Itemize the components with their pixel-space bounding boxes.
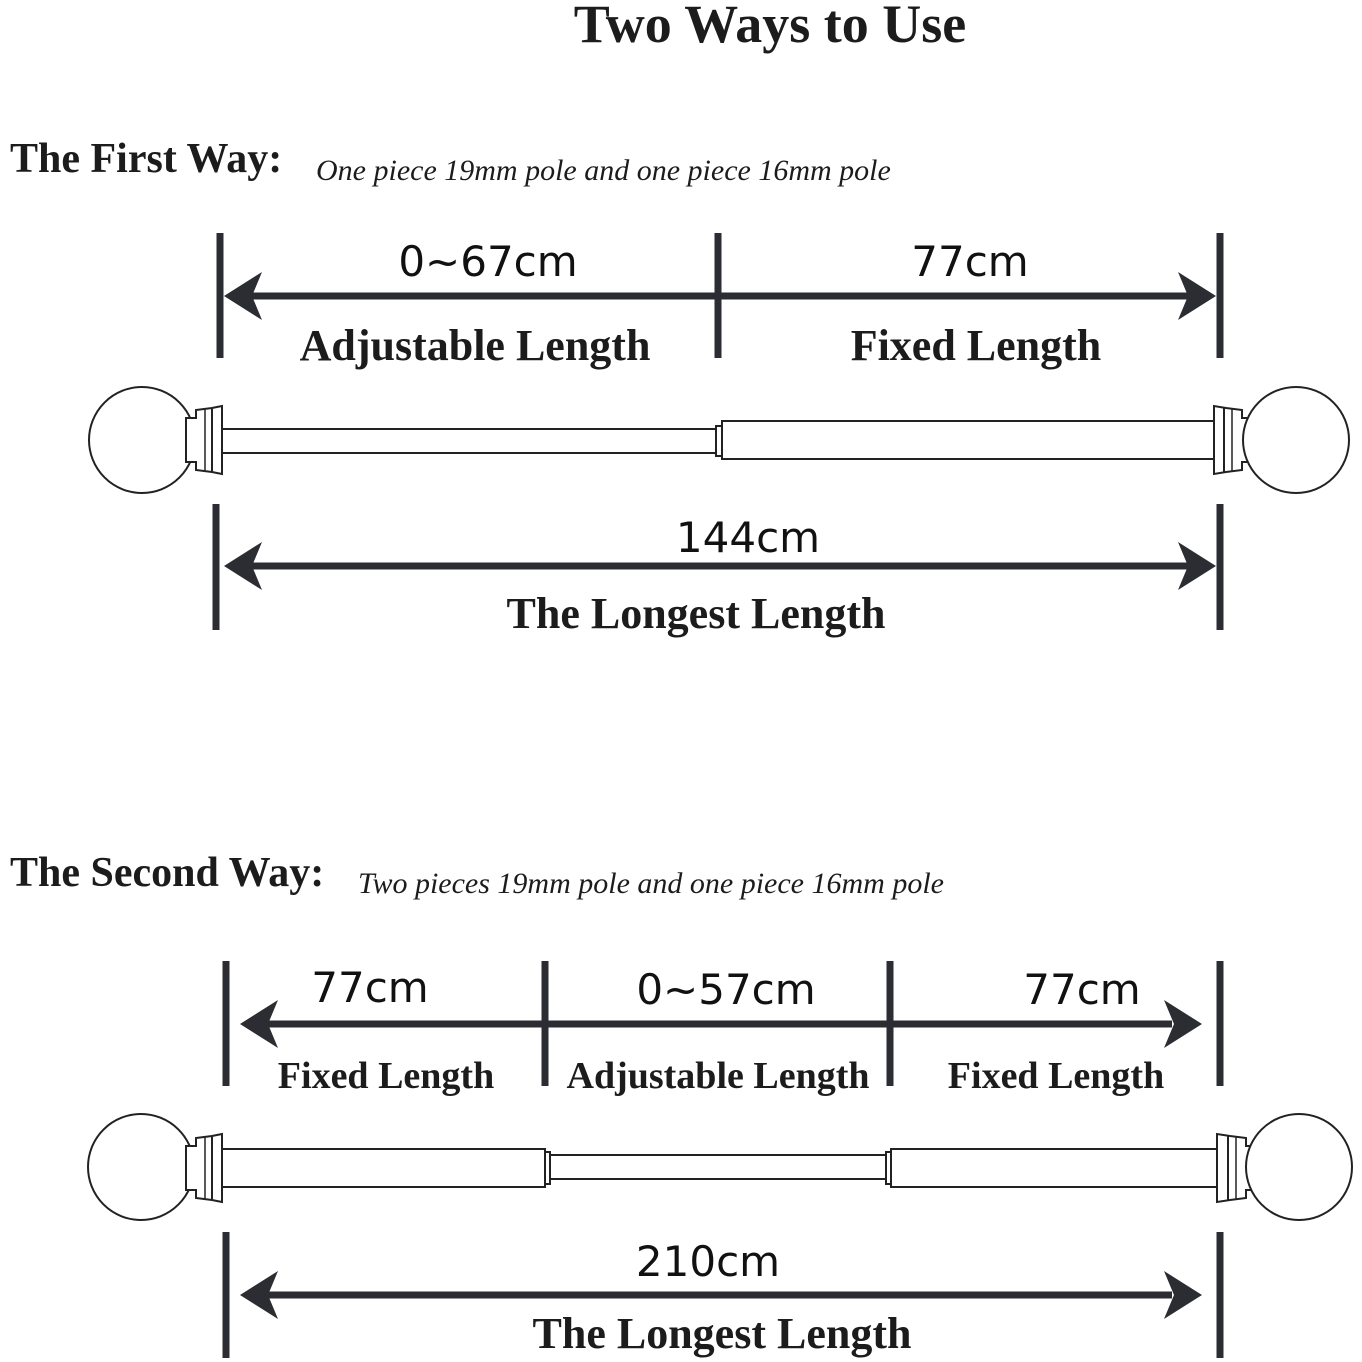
left-bracket: [186, 1134, 222, 1202]
first-way-segment-2-label: Fixed Length: [850, 321, 1102, 370]
second-way-segment-3-label: Fixed Length: [947, 1055, 1165, 1097]
second-way-segment-2-label: Adjustable Length: [566, 1055, 870, 1097]
left-ball-finial: [88, 1114, 194, 1220]
fixed-pole-left: [222, 1149, 545, 1187]
second-way-segment-1-value: 77cm: [311, 963, 429, 1012]
fixed-pole: [722, 421, 1214, 459]
first-way-segment-1-value: 0~67cm: [398, 237, 578, 286]
left-bracket: [186, 406, 222, 474]
second-way-total-value: 210cm: [635, 1237, 781, 1286]
right-ball-finial: [1243, 387, 1349, 493]
second-way-description: Two pieces 19mm pole and one piece 16mm pole: [358, 867, 944, 900]
first-way-segment-1-label: Adjustable Length: [299, 321, 651, 370]
right-ball-finial: [1246, 1114, 1352, 1220]
adjustable-pole: [550, 1155, 886, 1179]
second-way-total-label: The Longest Length: [532, 1309, 912, 1358]
first-way-rod: [89, 387, 1349, 493]
first-way-heading: The First Way:: [10, 136, 283, 182]
second-way-rod: [88, 1114, 1352, 1220]
first-way-segment-2-value: 77cm: [911, 237, 1029, 286]
adjustable-pole: [222, 429, 718, 453]
first-way-total-label: The Longest Length: [506, 589, 886, 638]
second-way-segment-2-value: 0~57cm: [636, 965, 816, 1014]
page-title: Two Ways to Use: [573, 0, 967, 54]
second-way-heading: The Second Way:: [10, 850, 325, 896]
second-way-segment-3-value: 77cm: [1023, 965, 1141, 1014]
fixed-pole-right: [891, 1149, 1217, 1187]
first-way-description: One piece 19mm pole and one piece 16mm pole: [316, 154, 891, 187]
first-way-total-value: 144cm: [675, 513, 821, 562]
second-way-segment-1-label: Fixed Length: [277, 1055, 495, 1097]
left-ball-finial: [89, 387, 195, 493]
